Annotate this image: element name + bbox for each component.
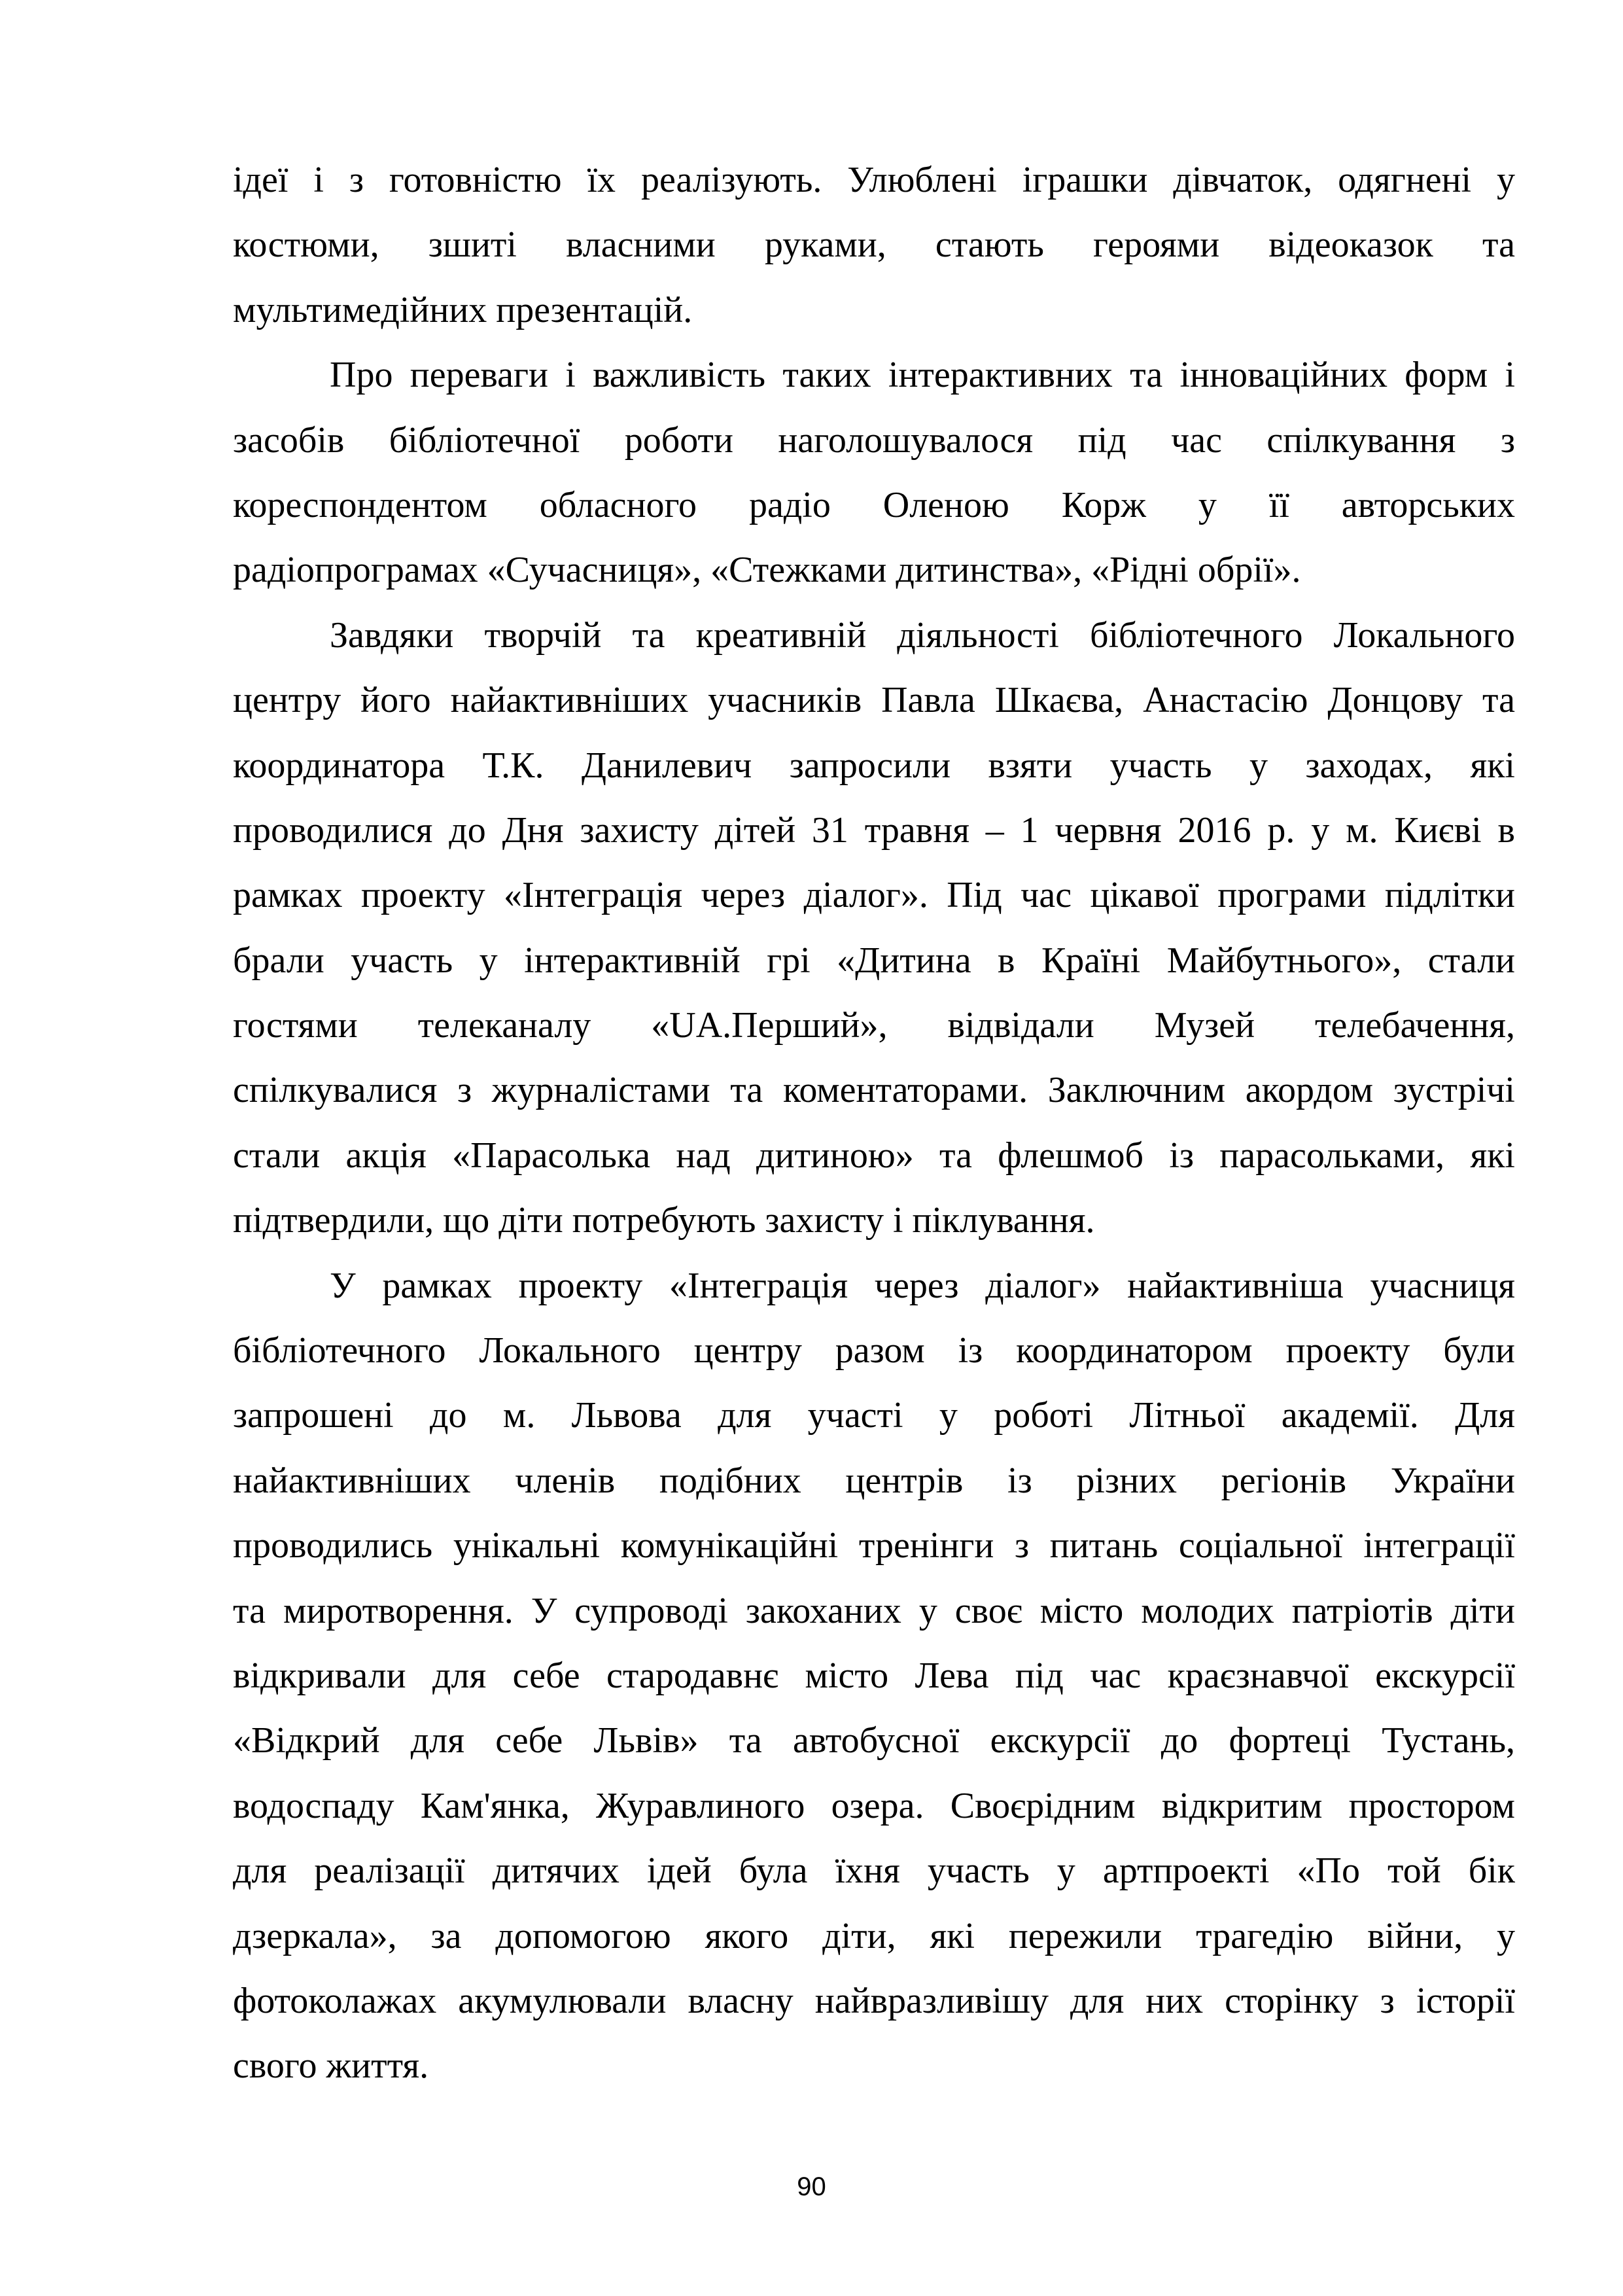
text-line: гостями телеканалу «UA.Перший», відвідали Музей телебачення, xyxy=(233,1005,1515,1046)
text-line: брали участь у інтерактивній грі «Дитина в Країні Майбутнього», стали xyxy=(233,940,1515,981)
text-line: стали акція «Парасолька над дитиною» та флешмоб із парасольками, які xyxy=(233,1135,1515,1176)
text-line: засобів бібліотечної роботи наголошувалося під час спілкування з xyxy=(233,419,1515,461)
text-line: для реалізації дитячих ідей була їхня участь у артпроекті «По той бік xyxy=(233,1850,1515,1892)
text-line: радіопрограмах «Сучасниця», «Стежками дитинства», «Рідні обрії». xyxy=(233,550,1301,591)
paragraph-1 xyxy=(233,148,1515,343)
text-line: фотоколажах акумулювали власну найвразливішу для них сторінку з історії xyxy=(233,1980,1515,2021)
text-line: бібліотечного Локального центру разом із координатором проекту були xyxy=(233,1330,1515,1371)
body-text xyxy=(233,148,1515,2099)
text-line: ідеї і з готовністю їх реалізують. Улюблені іграшки дівчаток, одягнені у xyxy=(233,160,1515,200)
text-line: дзеркала», за допомогою якого діти, які пережили трагедію війни, у xyxy=(233,1915,1515,1956)
text-line: запрошені до м. Львова для участі у роботі Літньої академії. Для xyxy=(233,1395,1515,1436)
page-number: 90 xyxy=(797,2172,826,2201)
text-line: кореспондентом обласного радіо Оленою Корж у її авторських xyxy=(233,484,1515,525)
text-line: найактивніших членів подібних центрів із різних регіонів України xyxy=(233,1460,1515,1501)
text-line: відкривали для себе стародавнє місто Лева під час краєзнавчої екскурсії xyxy=(233,1655,1515,1696)
text-line: спілкувалися з журналістами та коментаторами. Заключним акордом зустрічі xyxy=(233,1070,1515,1111)
text-line: водоспаду Кам'янка, Журавлиного озера. Своєрідним відкритим простором xyxy=(233,1785,1515,1826)
text-line: свого життя. xyxy=(233,2045,429,2087)
text-line: Про переваги і важливість таких інтерактивних та інноваційних форм і xyxy=(330,355,1515,396)
text-line: підтвердили, що діти потребують захисту і піклування. xyxy=(233,1200,1095,1241)
text-line: проводилися до Дня захисту дітей 31 травня – 1 червня 2016 р. у м. Києві в xyxy=(233,809,1515,851)
text-line: Завдяки творчій та креативній діяльності бібліотечного Локального xyxy=(330,614,1515,656)
text-line: У рамках проекту «Інтеграція через діалог» найактивніша учасниця xyxy=(330,1265,1515,1306)
text-line: «Відкрий для себе Львів» та автобусної екскурсії до фортеці Тустань, xyxy=(233,1720,1515,1761)
text-line: проводились унікальні комунікаційні тренінги з питань соціальної інтеграції xyxy=(233,1525,1515,1566)
text-line: та миротворення. У супроводі закоханих у своє місто молодих патріотів діти xyxy=(233,1590,1515,1631)
paragraph-4 xyxy=(233,1254,1515,2099)
text-line: костюми, зшиті власними руками, стають героями відеоказок та xyxy=(233,224,1515,266)
text-line: центру його найактивніших учасників Павла Шкаєва, Анастасію Донцову та xyxy=(233,680,1515,721)
text-line: рамках проекту «Інтеграція через діалог». Під час цікавої програми підлітки xyxy=(233,875,1515,916)
paragraph-2 xyxy=(233,343,1515,603)
paragraph-3 xyxy=(233,603,1515,1254)
text-line: мультимедійних презентацій. xyxy=(233,289,693,330)
text-line: координатора Т.К. Данилевич запросили взяти участь у заходах, які xyxy=(233,745,1515,786)
